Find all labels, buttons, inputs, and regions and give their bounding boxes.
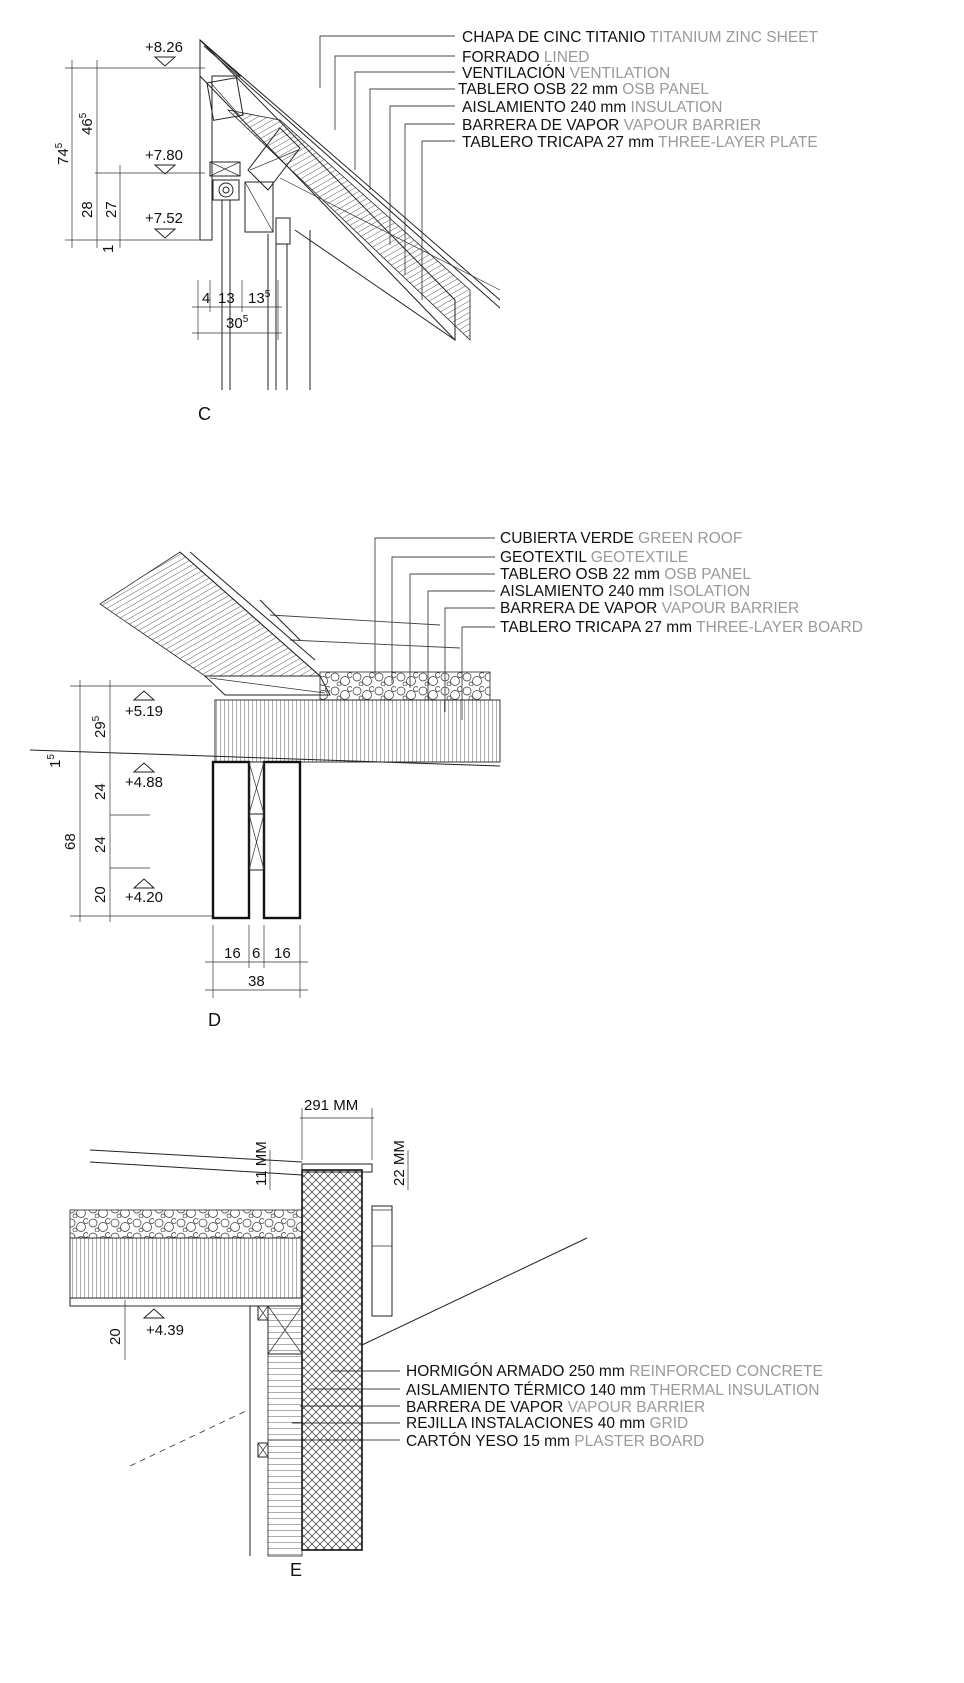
detail-d-posts (213, 762, 300, 918)
label-e-1: HORMIGÓN ARMADO 250 mm REINFORCED CONCRETE (406, 1363, 823, 1380)
dim-291mm: 291 MM (304, 1097, 359, 1114)
label-e-2: AISLAMIENTO TÉRMICO 140 mm THERMAL INSULATION (406, 1382, 820, 1399)
label-d-1: CUBIERTA VERDE GREEN ROOF (500, 530, 743, 547)
detail-d (30, 530, 863, 1030)
label-c-4: TABLERO OSB 22 mm OSB PANEL (458, 81, 709, 98)
dim-29-5: $29^5$ (91, 715, 109, 738)
detail-e-caption: E (290, 1560, 303, 1580)
dim-20: 20 (92, 886, 109, 903)
label-d-4: AISLAMIENTO 240 mm ISOLATION (500, 583, 751, 600)
dim-13: 13 (218, 290, 235, 307)
detail-d-horizontal-dims (205, 925, 308, 998)
level-439: +4.39 (146, 1322, 184, 1339)
label-c-5: AISLAMIENTO 240 mm INSULATION (462, 99, 723, 116)
dim-30-5: $30^5$ (226, 314, 249, 332)
detail-c-labels (458, 29, 819, 151)
label-c-7: TABLERO TRICAPA 27 mm THREE-LAYER PLATE (462, 134, 818, 151)
dim-27: 27 (103, 201, 120, 218)
dim-24-b: 24 (92, 836, 109, 853)
dim-28: 28 (79, 201, 96, 218)
label-d-5: BARRERA DE VAPOR VAPOUR BARRIER (500, 600, 800, 617)
dim-16-a: 16 (224, 945, 241, 962)
detail-d-caption: D (208, 1010, 221, 1030)
dim-1-5: $1^5$ (46, 754, 64, 768)
label-d-2: GEOTEXTIL GEOTEXTILE (500, 549, 689, 566)
detail-e (70, 1097, 823, 1580)
level-826: +8.26 (145, 39, 183, 56)
dim-20-e: 20 (107, 1328, 124, 1345)
detail-c (54, 29, 819, 424)
dim-4: 4 (202, 290, 211, 307)
label-c-6: BARRERA DE VAPOR VAPOUR BARRIER (462, 117, 762, 134)
label-d-3: TABLERO OSB 22 mm OSB PANEL (500, 566, 751, 583)
label-c-3: VENTILACIÓN VENTILATION (462, 65, 671, 82)
label-c-1: CHAPA DE CINC TITANIO TITANIUM ZINC SHEET (462, 29, 818, 46)
level-780: +7.80 (145, 147, 183, 164)
dim-6: 6 (252, 945, 261, 962)
dim-24-a: 24 (92, 783, 109, 800)
detail-c-vertical-dims (54, 60, 120, 253)
level-420: +4.20 (125, 889, 163, 906)
detail-c-caption: C (198, 404, 211, 424)
dim-74: $74^5$ (54, 142, 72, 165)
dim-11mm: 11 MM (253, 1141, 270, 1186)
dim-38: 38 (248, 973, 265, 990)
label-e-3: BARRERA DE VAPOR VAPOUR BARRIER (406, 1399, 706, 1416)
label-e-4: REJILLA INSTALACIONES 40 mm GRID (406, 1415, 689, 1432)
dim-1: 1 (100, 244, 117, 253)
dim-22mm: 22 MM (391, 1140, 408, 1186)
dim-13-5: $13^5$ (248, 289, 271, 307)
level-752: +7.52 (145, 210, 183, 227)
detail-e-labels (406, 1363, 823, 1450)
label-e-5: CARTÓN YESO 15 mm PLASTER BOARD (406, 1433, 705, 1450)
detail-d-vertical-dims (46, 680, 110, 922)
dim-16-b: 16 (274, 945, 291, 962)
label-d-6: TABLERO TRICAPA 27 mm THREE-LAYER BOARD (500, 619, 863, 636)
detail-d-labels (500, 530, 863, 636)
label-c-2: FORRADO LINED (462, 49, 590, 66)
dim-68: 68 (62, 833, 79, 850)
level-488: +4.88 (125, 774, 163, 791)
dim-46: $46^5$ (78, 112, 96, 135)
level-519: +5.19 (125, 703, 163, 720)
